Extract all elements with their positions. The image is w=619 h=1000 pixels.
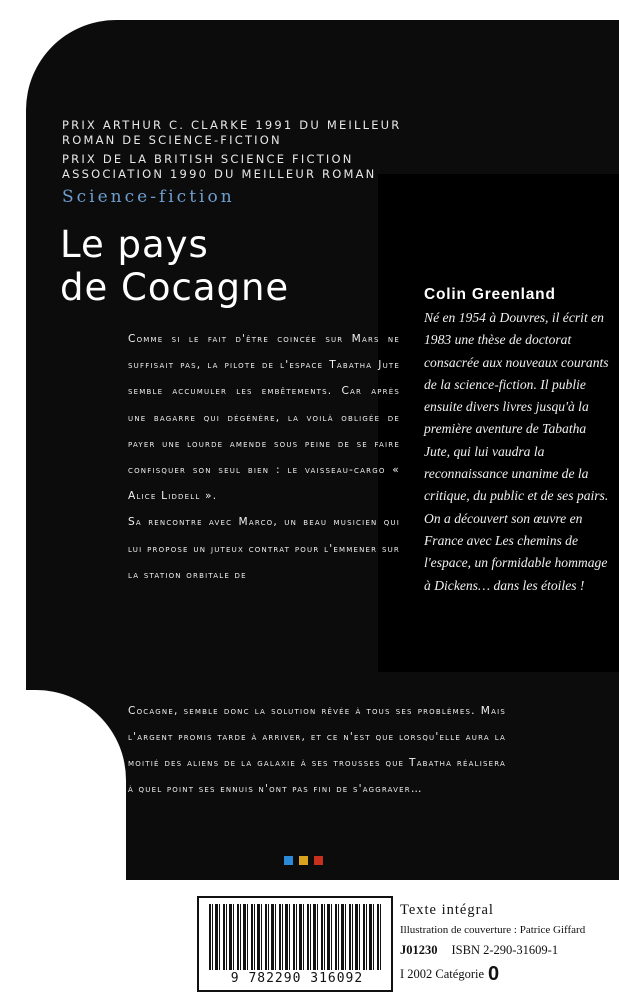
author-bio: Né en 1954 à Douvres, il écrit en 1983 une thèse de doctorat consacrée aux nouveaux courants de la science-fiction. Il publie ensuite divers livres jusqu'à la première aventure de Tabatha Jute, qui lui vaudra la reconnaissance unanime de la critique, du public et de ses pairs. On a découvert son œuvre en France avec Les chemins de l'espace, un formidable hommage à Dickens… dans les étoiles ! (424, 310, 609, 593)
prize-bsfa: PRIX DE LA BRITISH SCIENCE FICTION ASSOCIATION 1990 DU MEILLEUR ROMAN (62, 152, 377, 181)
blurb-paragraph-1: Comme si le fait d'être coincée sur Mars ne suffisait pas, la pilote de l'espace Tabatha Jute semble accumuler les embêtements. Car après une bagarre qui dégénère, la voilà obligée de payer une lourde amende sous peine de se faire confisquer son seul bien : le vaisseau-cargo « Alice Liddell ». (128, 333, 400, 503)
decorative-dots (284, 856, 323, 865)
author-name: Colin Greenland (424, 286, 556, 303)
blurb-paragraph-2b: Cocagne, semble donc la solution rêvée à tous ses problèmes. Mais l'argent promis tarde à arriver, et ce n'est que lorsqu'elle aura la moitié des aliens de la galaxie à ses trousses que Tabatha réalisera à quel point ses ennuis n'ont pas fini de s'aggraver… (128, 704, 506, 796)
publisher-codes (400, 943, 610, 958)
prizes-block (62, 118, 462, 186)
category-label: Catégorie (435, 967, 485, 981)
barcode (197, 896, 393, 992)
blue-square-icon (284, 856, 293, 865)
reference-code: J01230 (400, 943, 438, 957)
blurb-paragraph-2a: Sa rencontre avec Marco, un beau musicien qui lui propose un juteux contrat pour l'emmener sur la station orbitale de (128, 516, 400, 581)
isbn: ISBN 2-290-31609-1 (451, 943, 559, 957)
texte-integral: Texte intégral (400, 902, 494, 918)
book-title: Le pays de Cocagne (60, 223, 290, 309)
blurb-lower (128, 687, 506, 813)
genre-label: Science-fiction (62, 187, 235, 207)
edition: I 2002 (400, 967, 433, 981)
blurb-upper (128, 326, 400, 588)
edition-category (400, 963, 499, 986)
barcode-bars-icon (209, 904, 381, 970)
barcode-digits: 9 782290 316092 (230, 971, 364, 986)
red-square-icon (314, 856, 323, 865)
category-value: 0 (488, 963, 500, 985)
yellow-square-icon (299, 856, 308, 865)
prize-clarke: PRIX ARTHUR C. CLARKE 1991 DU MEILLEUR ROMAN DE SCIENCE-FICTION (62, 118, 402, 147)
illustration-credit: Illustration de couverture : Patrice Giffard (400, 924, 586, 936)
